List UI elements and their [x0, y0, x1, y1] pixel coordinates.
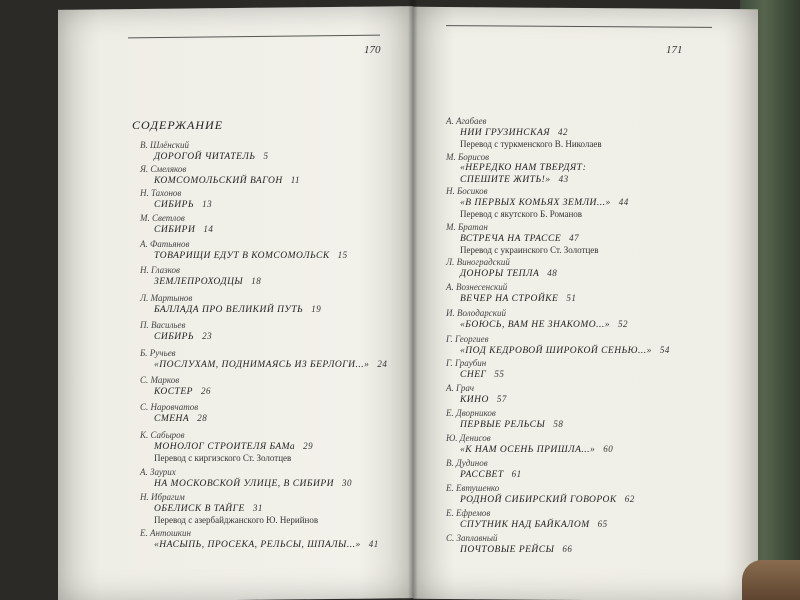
entry-author: Ю. Денисов [446, 433, 491, 443]
toc-entry [446, 334, 670, 357]
entry-page: 19 [311, 304, 322, 314]
entry-author: А. Агабаев [446, 116, 487, 126]
entry-author: С. Марков [140, 375, 180, 385]
entry-page: 57 [496, 394, 507, 404]
entry-title: СИБИРЬ 23 [154, 331, 213, 342]
toc-entry [446, 282, 576, 305]
entry-page: 30 [342, 478, 353, 488]
entry-author: Л. Мартынов [140, 293, 193, 303]
toc-entry [446, 186, 629, 220]
entry-author: В. Дудинов [446, 458, 488, 468]
entry-title: «БОЮСЬ, ВАМ НЕ ЗНАКОМО...» 52 [460, 319, 629, 330]
toc-entry [446, 152, 586, 186]
entry-page: 14 [203, 224, 214, 234]
toc-entry [140, 402, 207, 425]
toc-entry [446, 257, 557, 280]
entry-page: 54 [659, 345, 670, 355]
thumb-holding-page [742, 560, 800, 600]
entry-title: ДОНОРЫ ТЕПЛА 48 [460, 268, 558, 279]
entry-title: НИИ ГРУЗИНСКАЯ 42 [460, 127, 568, 138]
entry-author: С. Наровчатов [140, 402, 199, 412]
entry-page: 11 [290, 175, 301, 185]
entry-page: 5 [263, 151, 269, 161]
entry-author: Л. Виноградский [446, 257, 510, 267]
entry-title: БАЛЛАДА ПРО ВЕЛИКИЙ ПУТЬ 19 [154, 304, 322, 315]
toc-entry [446, 483, 635, 506]
entry-title: СИБИРИ 14 [154, 224, 214, 235]
entry-page: 60 [603, 444, 614, 454]
toc-entry [446, 433, 613, 456]
entry-title: СНЕГ 55 [460, 369, 505, 380]
entry-page: 28 [197, 413, 208, 423]
entry-page: 41 [368, 539, 379, 549]
entry-author: Е. Антошкин [140, 528, 191, 538]
entry-author: Н. Ибрагим [140, 492, 185, 502]
entry-translator: Перевод с киргизского Ст. Золотцев [154, 453, 292, 463]
entry-author: К. Сабыров [140, 430, 185, 440]
toc-entry [140, 430, 313, 464]
toc-entry [446, 408, 563, 431]
entry-title: «В ПЕРВЫХ КОМЬЯХ ЗЕМЛИ...» 44 [460, 197, 629, 208]
entry-page: 23 [202, 331, 213, 341]
entry-title: ВСТРЕЧА НА ТРАССЕ 47 [460, 233, 580, 244]
entry-page: 62 [624, 494, 635, 504]
book-spine [408, 0, 418, 600]
toc-entry [140, 293, 321, 316]
entry-page: 52 [618, 319, 629, 329]
entry-title: СПУТНИК НАД БАЙКАЛОМ 65 [460, 519, 608, 530]
entry-author: Н. Глазков [140, 265, 180, 275]
toc-entry [140, 467, 352, 490]
entry-author: А. Заурих [140, 467, 176, 477]
entry-author: Е. Ефремов [446, 508, 491, 518]
toc-entry [446, 116, 602, 150]
entry-author: А. Грач [446, 383, 475, 393]
entry-author: М. Борисов [446, 152, 489, 162]
entry-page: 55 [494, 369, 505, 379]
entry-author: В. Шлёнский [140, 140, 189, 150]
entry-title: НА МОСКОВСКОЙ УЛИЦЕ, В СИБИРИ 30 [154, 478, 353, 489]
entry-page: 48 [547, 268, 558, 278]
contents-heading: СОДЕРЖАНИЕ [132, 118, 224, 132]
entry-page: 24 [377, 359, 388, 369]
toc-entry [446, 458, 522, 481]
entry-author: Н. Босиков [446, 186, 488, 196]
entry-page: 47 [569, 233, 580, 243]
entry-title: «К НАМ ОСЕНЬ ПРИШЛА...» 60 [460, 444, 614, 455]
toc-entry [140, 320, 212, 343]
toc-entry [140, 492, 318, 526]
entry-title: «ПОСЛУХАМ, ПОДНИМАЯСЬ ИЗ БЕРЛОГИ...» 24 [154, 359, 388, 370]
toc-entry [446, 533, 572, 556]
entry-author: Г. Граубин [446, 358, 487, 368]
entry-translator: Перевод с украинского Ст. Золотцев [460, 245, 599, 255]
entry-title: «НАСЫПЬ, ПРОСЕКА, РЕЛЬСЫ, ШПАЛЫ...» 41 [154, 539, 379, 550]
entry-translator: Перевод с якутского Б. Романов [460, 209, 583, 219]
toc-entry [140, 528, 379, 551]
entry-author: Е. Дворников [446, 408, 496, 418]
entry-page: 26 [200, 386, 211, 396]
toc-entry [140, 348, 387, 371]
entry-title: СМЕНА 28 [154, 413, 208, 424]
entry-title: СИБИРЬ 13 [154, 199, 213, 210]
entry-title: КОСТЕР 26 [154, 386, 211, 397]
toc-entry [140, 188, 212, 211]
entry-title: ВЕЧЕР НА СТРОЙКЕ 51 [460, 293, 577, 304]
entry-author: Е. Евтушенко [446, 483, 500, 493]
entry-title: РАССВЕТ 61 [460, 469, 522, 480]
entry-page: 65 [597, 519, 608, 529]
entry-title-line2: СПЕШИТЕ ЖИТЬ!» 43 [460, 174, 569, 185]
right-page-number: 171 [666, 44, 683, 56]
entry-page: 13 [202, 199, 213, 209]
toc-entry [140, 213, 213, 236]
entry-translator: Перевод с азербайджанского Ю. Нерийнов [154, 515, 319, 525]
toc-entry [446, 383, 507, 406]
entry-title: РОДНОЙ СИБИРСКИЙ ГОВОРОК 62 [460, 494, 635, 505]
entry-title: МОНОЛОГ СТРОИТЕЛЯ БАМа 29 [154, 441, 314, 452]
entry-page: 18 [251, 276, 262, 286]
entry-page: 29 [303, 441, 314, 451]
entry-author: И. Володарский [446, 308, 506, 318]
entry-author: Г. Георгиев [446, 334, 489, 344]
toc-entry [446, 358, 504, 381]
entry-page: 51 [566, 293, 577, 303]
toc-entry [140, 164, 300, 187]
entry-title: ПОЧТОВЫЕ РЕЙСЫ 66 [460, 544, 573, 555]
toc-entry [140, 375, 211, 398]
entry-page: 66 [562, 544, 573, 554]
toc-entry [446, 508, 608, 531]
entry-title: ТОВАРИЩИ ЕДУТ В КОМСОМОЛЬСК 15 [154, 250, 348, 261]
entry-page: 43 [558, 174, 569, 184]
entry-page: 31 [252, 503, 263, 513]
entry-author: А. Вознесенский [446, 282, 508, 292]
entry-page: 44 [618, 197, 629, 207]
entry-title: «ПОД КЕДРОВОЙ ШИРОКОЙ СЕНЬЮ...» 54 [460, 345, 670, 356]
toc-entry [446, 308, 628, 331]
entry-author: Б. Ручьев [140, 348, 176, 358]
entry-title: ЗЕМЛЕПРОХОДЦЫ 18 [154, 276, 262, 287]
entry-title: ПЕРВЫЕ РЕЛЬСЫ 58 [460, 419, 564, 430]
entry-page: 61 [511, 469, 522, 479]
entry-author: А. Фатьянов [140, 239, 190, 249]
entry-translator: Перевод с туркменского В. Николаев [460, 139, 602, 149]
entry-title: КИНО 57 [460, 394, 507, 405]
entry-page: 15 [337, 250, 348, 260]
entry-author: П. Васильев [140, 320, 186, 330]
entry-title: «НЕРЕДКО НАМ ТВЕРДЯТ: [460, 163, 587, 173]
entry-page: 42 [558, 127, 568, 137]
left-page-number: 170 [364, 44, 381, 56]
toc-entry [140, 239, 348, 262]
toc-entry [446, 222, 599, 256]
entry-author: М. Братан [446, 222, 488, 232]
entry-author: М. Светлов [140, 213, 185, 223]
toc-entry [140, 265, 261, 288]
entry-title: ОБЕЛИСК В ТАЙГЕ 31 [154, 503, 263, 514]
entry-page: 58 [553, 419, 564, 429]
toc-entry [140, 140, 268, 163]
entry-author: Я. Смеляков [140, 164, 187, 174]
entry-title: ДОРОГОЙ ЧИТАТЕЛЬ 5 [154, 151, 269, 162]
entry-author: С. Заплавный [446, 533, 498, 543]
entry-author: Н. Тахонов [140, 188, 182, 198]
entry-title: КОМСОМОЛЬСКИЙ ВАГОН 11 [154, 175, 301, 186]
